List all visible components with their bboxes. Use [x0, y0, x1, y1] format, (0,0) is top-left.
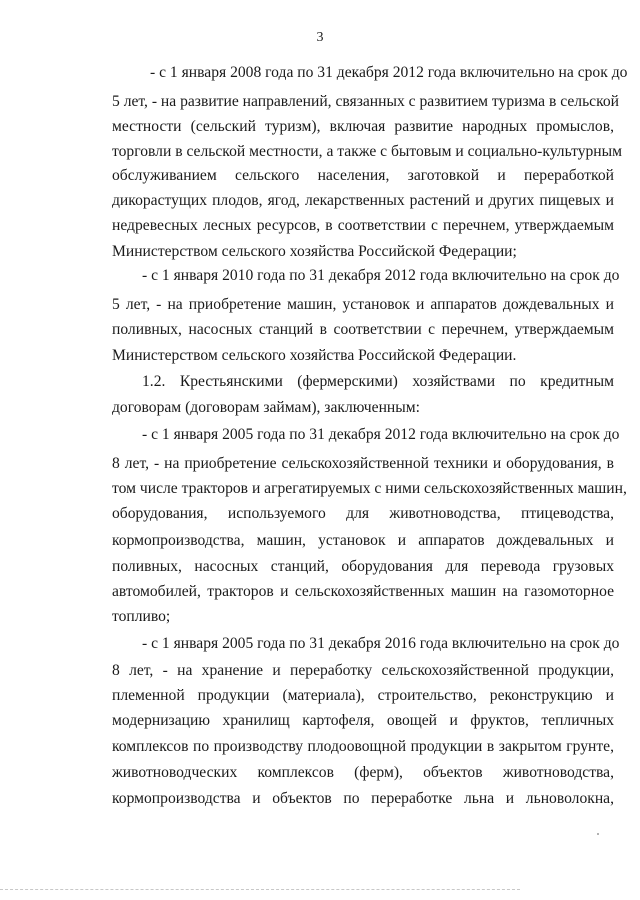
text-line: - с 1 января 2008 года по 31 декабря 2012 года включительно на срок до	[150, 64, 628, 81]
text-line: кормопроизводства и объектов по переработке льна и льноволокна,	[112, 790, 614, 807]
text-line: договорам (договорам займам), заключенным:	[112, 399, 420, 416]
text-line: - с 1 января 2010 года по 31 декабря 2012 года включительно на срок до	[142, 267, 620, 284]
scan-edge-line	[0, 889, 520, 890]
text-line: 8 лет, - на хранение и переработку сельскохозяйственной продукции,	[112, 662, 614, 679]
text-line: автомобилей, тракторов и сельскохозяйственных машин на газомоторное	[112, 583, 614, 600]
text-line: поливных, насосных станций, оборудования для перевода грузовых	[112, 558, 614, 575]
text-line: местности (сельский туризм), включая развитие народных промыслов,	[112, 118, 614, 135]
text-line: обслуживанием сельского населения, заготовкой и переработкой	[112, 167, 614, 184]
text-line: торговли в сельской местности, а также с бытовым и социально-культурным	[112, 143, 622, 160]
text-line: недревесных лесных ресурсов, в соответствии с перечнем, утверждаемым	[112, 217, 614, 234]
text-line: поливных, насосных станций в соответствии с перечнем, утверждаемым	[112, 321, 614, 338]
scan-speck	[597, 833, 599, 835]
text-line: кормопроизводства, машин, установок и аппаратов дождевальных и	[112, 532, 614, 549]
text-line: 1.2. Крестьянскими (фермерскими) хозяйствами по кредитным	[142, 373, 614, 390]
text-line: том числе тракторов и агрегатируемых с ними сельскохозяйственных машин,	[112, 480, 627, 497]
text-line: модернизацию хранилищ картофеля, овощей и фруктов, тепличных	[112, 712, 614, 729]
text-line: комплексов по производству плодоовощной продукции в закрытом грунте,	[112, 738, 614, 755]
text-line: Министерством сельского хозяйства Российской Федерации.	[112, 347, 517, 364]
text-line: 5 лет, - на приобретение машин, установок и аппаратов дождевальных и	[112, 296, 614, 313]
text-line: 8 лет, - на приобретение сельскохозяйственной техники и оборудования, в	[112, 455, 614, 472]
text-line: 5 лет, - на развитие направлений, связанных с развитием туризма в сельской	[112, 93, 620, 110]
text-line: оборудования, используемого для животноводства, птицеводства,	[112, 505, 614, 522]
text-line: дикорастущих плодов, ягод, лекарственных растений и других пищевых и	[112, 192, 614, 209]
page-number: 3	[316, 30, 324, 45]
text-line: - с 1 января 2005 года по 31 декабря 2016 года включительно на срок до	[142, 635, 620, 652]
text-line: животноводческих комплексов (ферм), объектов животноводства,	[112, 764, 614, 781]
text-line: - с 1 января 2005 года по 31 декабря 2012 года включительно на срок до	[142, 426, 620, 443]
text-line: племенной продукции (материала), строительство, реконструкцию и	[112, 687, 614, 704]
text-line: Министерством сельского хозяйства Российской Федерации;	[112, 243, 517, 260]
text-line: топливо;	[112, 608, 171, 625]
